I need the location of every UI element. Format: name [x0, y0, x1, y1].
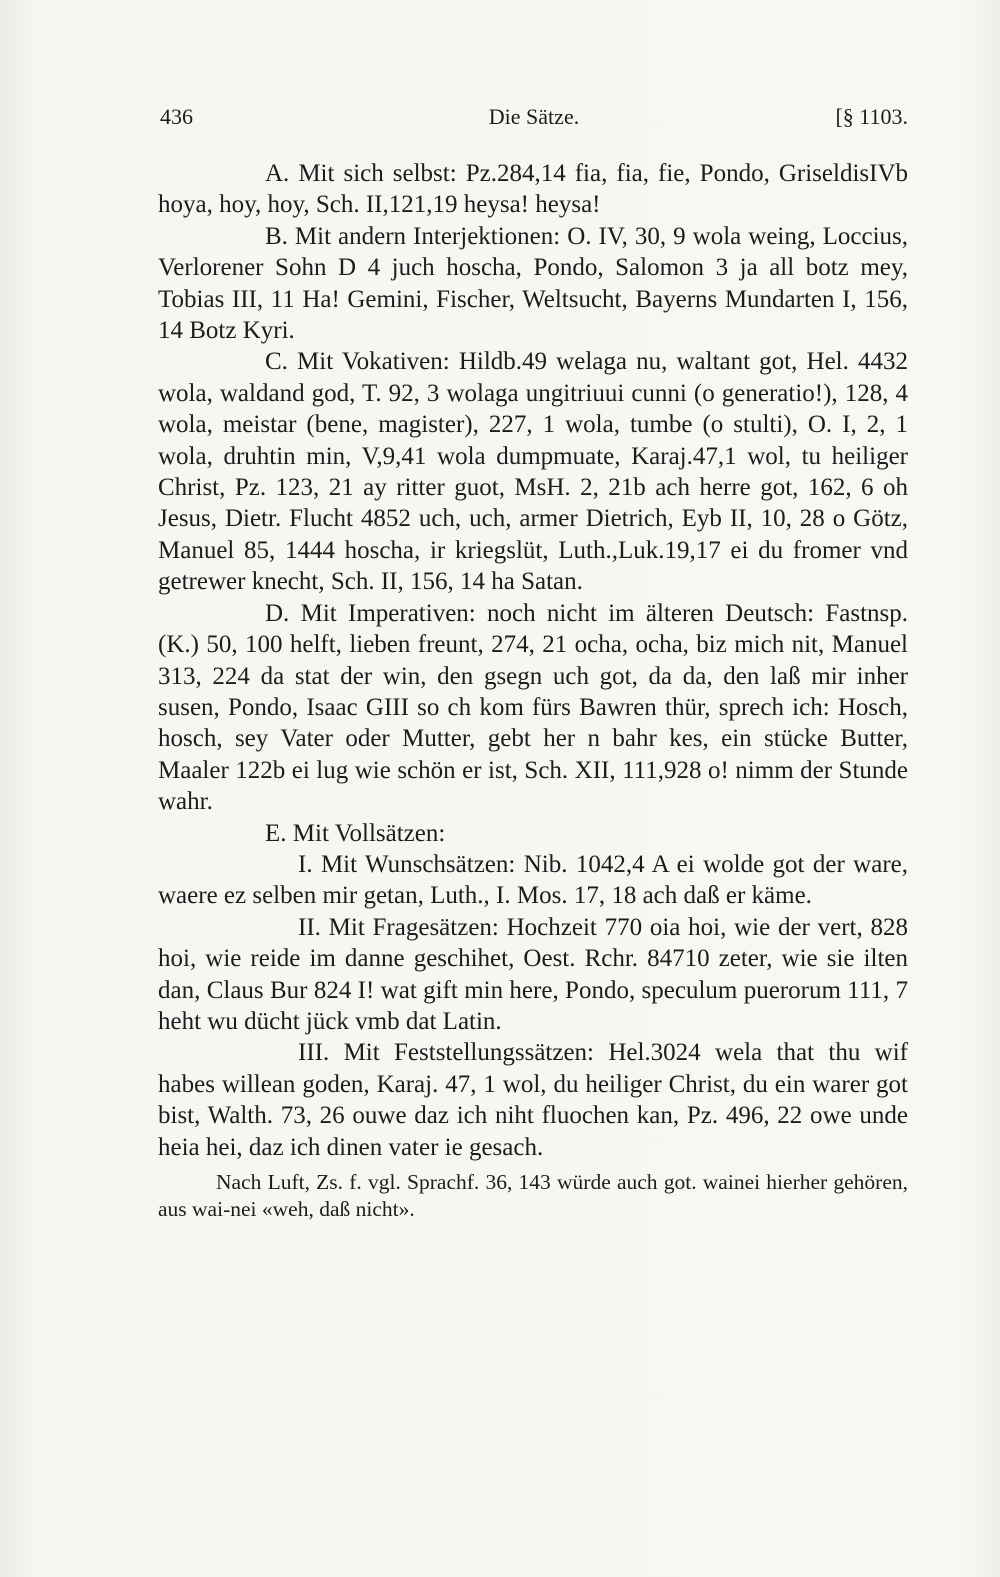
running-title: Die Sätze. [488, 104, 580, 129]
running-header [160, 104, 908, 134]
paragraph-c: C. Mit Vokativen: Hildb.49 welaga nu, waltant got, Hel. 4432 wola, waldand god, T. 92, 3 wolaga ungitriuui cunni (o generatio!), 128, 4 wola, meistar (bene, magister), 227, 1 wola, tumbe (o stulti), O. I, 2, 1 wola, druhtin min, V,9,41 wola dumpmuate, Karaj.47,1 wol, tu heiliger Christ, Pz. 123, 21 ay ritter guot, MsH. 2, 21b ach herre got, 162, 6 oh Jesus, Dietr. Flucht 4852 uch, uch, armer Dietrich, Eyb II, 10, 28 o Götz, Manuel 85, 1444 hoscha, ir kriegslüt, Luth.,Luk.19,17 ei du fromer vnd getrewer knecht, Sch. II, 156, 14 ha Satan. [158, 348, 908, 596]
paragraph-e3: III. Mit Feststellungssätzen: Hel.3024 wela that thu wif habes willean goden, Karaj. 47, 1 wol, du heiliger Christ, du ein warer got bist, Walth. 73, 26 ouwe daz ich niht fluochen kan, Pz. 496, 22 owe unde heia hei, daz ich dinen vater ie gesach. [158, 1039, 908, 1161]
section-number: [§ 1103. [835, 104, 908, 129]
paragraph-e-heading: E. Mit Vollsätzen: [265, 819, 446, 847]
paragraph-d: D. Mit Imperativen: noch nicht im älteren Deutsch: Fastnsp. (K.) 50, 100 helft, lieben freunt, 274, 21 ocha, ocha, biz mich nit, Manuel 313, 224 da stat der win, den gsegn uch got, da da, den laß mir inher susen, Pondo, Isaac GIII so ch kom fürs Bawren thür, sprech ich: Hosch, hosch, sey Vater oder Mutter, gebt her n bahr kes, ein stücke Butter, Maaler 122b ei lug wie schön er ist, Sch. XII, 111,928 o! nimm der Stunde wahr. [158, 599, 908, 816]
paragraph-e1: I. Mit Wunschsätzen: Nib. 1042,4 A ei wolde got der ware, waere ez selben mir getan, Luth., I. Mos. 17, 18 ach daß er käme. [158, 850, 908, 910]
paragraph-a: A. Mit sich selbst: Pz.284,14 fia, fia, fie, Pondo, GriseldisIVb hoya, hoy, hoy, Sch. II,121,19 heysa! heysa! [158, 160, 908, 219]
page-number: 436 [160, 104, 193, 129]
paragraph-b: B. Mit andern Interjektionen: O. IV, 30, 9 wola weing, Loccius, Verlorener Sohn D 4 juch hoscha, Pondo, Salomon 3 ja all botz mey, Tobias III, 11 Ha! Gemini, Fischer, Weltsucht, Bayerns Mundarten I, 156, 14 Botz Kyri. [158, 222, 908, 345]
body-text [158, 158, 908, 1245]
paragraph-e2: II. Mit Fragesätzen: Hochzeit 770 oia hoi, wie der vert, 828 hoi, wie reide im danne geschihet, Oest. Rchr. 84710 zeter, wie sie ilten dan, Claus Bur 824 I! wat gift min here, Pondo, speculum puerorum 111, 7 heht wu dücht jück vmb dat Latin. [158, 913, 908, 1035]
footnote: Nach Luft, Zs. f. vgl. Sprachf. 36, 143 würde auch got. wainei hierher gehören, aus wai-nei «weh, daß nicht». [158, 1170, 908, 1221]
